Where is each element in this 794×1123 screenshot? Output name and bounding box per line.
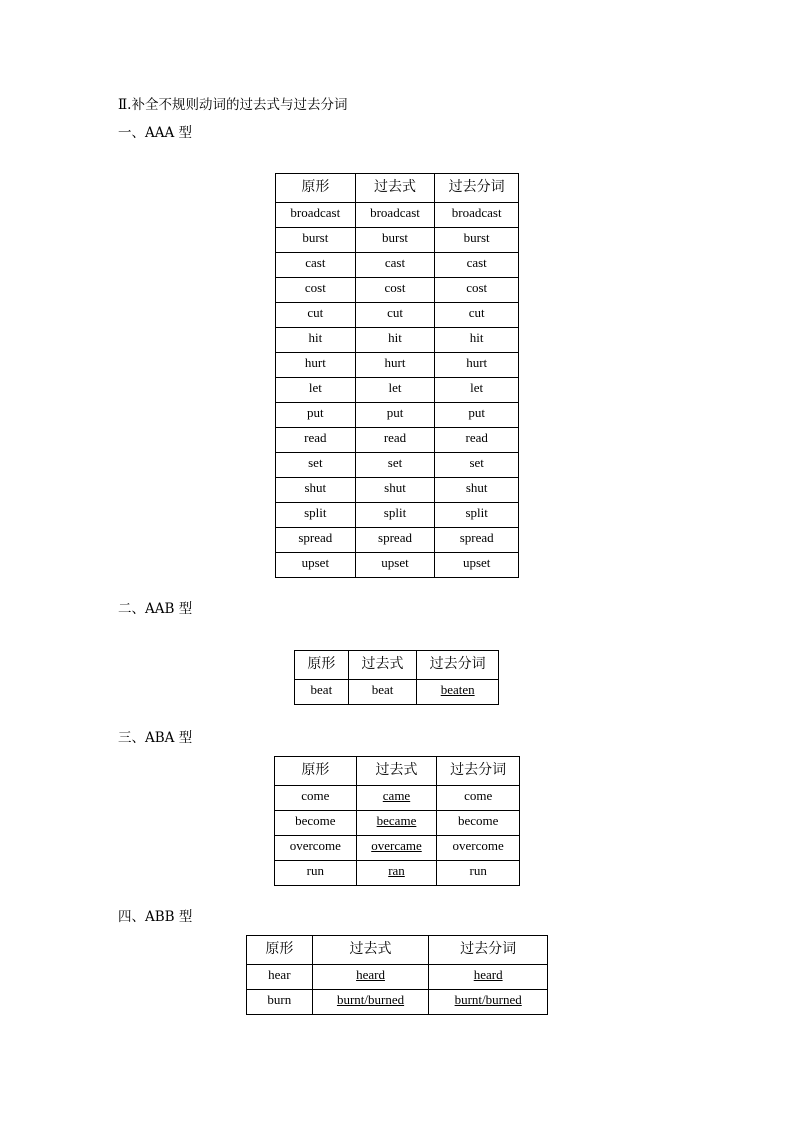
section-heading-aab: 二、AAB 型	[118, 601, 193, 617]
cell: hit	[355, 328, 435, 353]
table-row	[276, 553, 519, 578]
cell: put	[276, 403, 356, 428]
table-row	[276, 353, 519, 378]
header-past-tense: 过去式	[312, 936, 429, 965]
cell: come	[437, 786, 520, 811]
cell: upset	[276, 553, 356, 578]
answer-cell	[429, 990, 548, 1015]
table-header-row	[295, 651, 499, 680]
cell: cast	[355, 253, 435, 278]
cell: upset	[355, 553, 435, 578]
cell: broadcast	[435, 203, 519, 228]
header-past-tense: 过去式	[348, 651, 417, 680]
answer-cell	[356, 786, 437, 811]
cell: broadcast	[355, 203, 435, 228]
cell: come	[275, 786, 357, 811]
header-past-participle: 过去分词	[417, 651, 499, 680]
answer-text: heard	[473, 967, 503, 982]
cell: cut	[355, 303, 435, 328]
table-abb	[246, 935, 548, 1015]
cell: hit	[435, 328, 519, 353]
header-base-form: 原形	[275, 757, 357, 786]
page-title: Ⅱ.补全不规则动词的过去式与过去分词	[118, 97, 348, 113]
section-heading-abb: 四、ABB 型	[118, 909, 193, 925]
cell: burst	[276, 228, 356, 253]
cell: read	[276, 428, 356, 453]
cell: burst	[435, 228, 519, 253]
table-row	[295, 680, 499, 705]
cell: split	[355, 503, 435, 528]
table-row	[276, 328, 519, 353]
table-row	[276, 503, 519, 528]
header-past-participle: 过去分词	[429, 936, 548, 965]
cell: hear	[247, 965, 313, 990]
header-past-tense: 过去式	[355, 174, 435, 203]
cell: become	[437, 811, 520, 836]
answer-cell	[417, 680, 499, 705]
cell: spread	[276, 528, 356, 553]
answer-text: ran	[388, 863, 405, 878]
table-aab	[294, 650, 499, 705]
answer-text: burnt/burned	[336, 992, 405, 1007]
table-header-row	[247, 936, 548, 965]
answer-cell	[356, 811, 437, 836]
cell: hurt	[435, 353, 519, 378]
table-row	[276, 453, 519, 478]
cell: broadcast	[276, 203, 356, 228]
table-row	[276, 303, 519, 328]
table-row	[276, 478, 519, 503]
cell: let	[435, 378, 519, 403]
table-aba	[274, 756, 520, 886]
cell: put	[355, 403, 435, 428]
section-heading-aba: 三、ABA 型	[118, 730, 193, 746]
table-header-row	[276, 174, 519, 203]
cell: let	[355, 378, 435, 403]
header-past-participle: 过去分词	[435, 174, 519, 203]
cell: hurt	[276, 353, 356, 378]
cell: shut	[435, 478, 519, 503]
section-heading-aaa: 一、AAA 型	[118, 125, 193, 141]
table-row	[276, 253, 519, 278]
cell: set	[435, 453, 519, 478]
cell: let	[276, 378, 356, 403]
cell: cost	[435, 278, 519, 303]
cell: beat	[295, 680, 349, 705]
cell: run	[437, 861, 520, 886]
cell: cost	[355, 278, 435, 303]
table-row	[276, 203, 519, 228]
cell: burn	[247, 990, 313, 1015]
cell: put	[435, 403, 519, 428]
cell: hit	[276, 328, 356, 353]
table-row	[276, 278, 519, 303]
answer-text: overcame	[371, 838, 422, 853]
cell: spread	[435, 528, 519, 553]
answer-cell	[429, 965, 548, 990]
cell: run	[275, 861, 357, 886]
table-aaa	[275, 173, 519, 578]
cell: beat	[348, 680, 417, 705]
table-row	[275, 811, 520, 836]
header-base-form: 原形	[276, 174, 356, 203]
cell: overcome	[437, 836, 520, 861]
table-row	[276, 528, 519, 553]
cell: cut	[276, 303, 356, 328]
cell: spread	[355, 528, 435, 553]
table-row	[247, 965, 548, 990]
cell: cast	[276, 253, 356, 278]
cell: set	[355, 453, 435, 478]
header-past-participle: 过去分词	[437, 757, 520, 786]
cell: become	[275, 811, 357, 836]
cell: overcome	[275, 836, 357, 861]
cell: read	[355, 428, 435, 453]
cell: cost	[276, 278, 356, 303]
cell: cast	[435, 253, 519, 278]
cell: hurt	[355, 353, 435, 378]
cell: upset	[435, 553, 519, 578]
cell: shut	[276, 478, 356, 503]
answer-text: beaten	[440, 682, 475, 697]
table-row	[276, 378, 519, 403]
cell: shut	[355, 478, 435, 503]
answer-cell	[356, 836, 437, 861]
header-base-form: 原形	[247, 936, 313, 965]
cell: read	[435, 428, 519, 453]
header-base-form: 原形	[295, 651, 349, 680]
cell: split	[435, 503, 519, 528]
table-row	[247, 990, 548, 1015]
table-row	[275, 836, 520, 861]
answer-text: came	[382, 788, 411, 803]
answer-cell	[356, 861, 437, 886]
table-row	[276, 228, 519, 253]
table-row	[276, 428, 519, 453]
table-row	[275, 786, 520, 811]
answer-cell	[312, 965, 429, 990]
cell: cut	[435, 303, 519, 328]
header-past-tense: 过去式	[356, 757, 437, 786]
cell: burst	[355, 228, 435, 253]
cell: split	[276, 503, 356, 528]
answer-text: burnt/burned	[454, 992, 522, 1007]
cell: set	[276, 453, 356, 478]
answer-cell	[312, 990, 429, 1015]
answer-text: became	[376, 813, 417, 828]
table-row	[275, 861, 520, 886]
table-row	[276, 403, 519, 428]
table-header-row	[275, 757, 520, 786]
answer-text: heard	[356, 967, 385, 982]
